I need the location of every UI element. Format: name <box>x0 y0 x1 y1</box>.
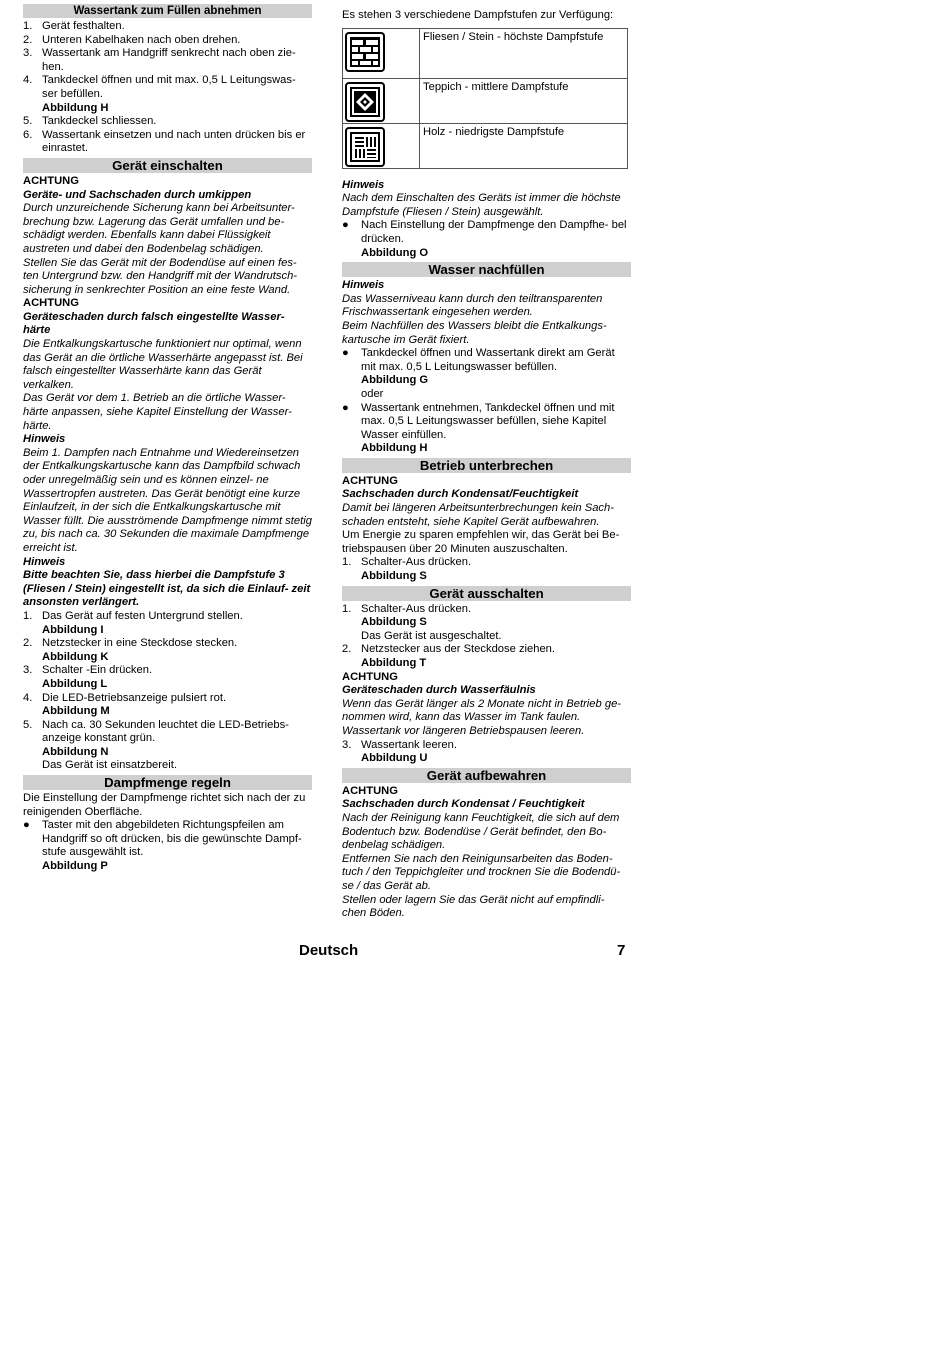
warning-title: Sachschaden durch Kondensat / Feuchtigkeit <box>342 798 585 811</box>
note-label: Hinweis <box>23 555 66 568</box>
figure-reference: Abbildung G <box>361 374 429 387</box>
warning-text: Nach der Reinigung kann Feuchtigkeit, die sich auf dem Bodentuch bzw. Bodendüse / Gerät befindet, den Bo- denbelag schädigen. <box>342 811 620 852</box>
section-heading: Wassertank zum Füllen abnehmen <box>23 4 312 18</box>
table-cell: Fliesen / Stein - höchste Dampfstufe <box>420 28 628 78</box>
table-cell <box>343 28 420 78</box>
section-heading: Betrieb unterbrechen <box>342 458 631 473</box>
warning-label: ACHTUNG <box>342 474 398 487</box>
left-column <box>23 4 312 874</box>
list-item: 1. Schalter-Aus drücken. <box>342 556 472 569</box>
list-item: ● Wassertank entnehmen, Tankdeckel öffnen und mit max. 0,5 L Leitungswasser befüllen, siehe Kapitel Wasser einfüllen. <box>342 401 615 441</box>
list-item: ● Nach Einstellung der Dampfmenge den Dampfhe- bel drücken. <box>342 219 627 245</box>
right-column <box>342 4 631 921</box>
table-cell <box>343 123 420 168</box>
figure-reference: Abbildung H <box>42 101 109 114</box>
warning-label: ACHTUNG <box>23 174 79 187</box>
list-item: 5. Tankdeckel schliessen. <box>23 115 157 128</box>
section-heading: Dampfmenge regeln <box>23 775 312 790</box>
warning-label: ACHTUNG <box>342 784 398 797</box>
footer-language: Deutsch <box>299 942 359 959</box>
figure-reference: Abbildung O <box>361 246 429 259</box>
list-item: ● Tankdeckel öffnen und Wassertank direkt am Gerät mit max. 0,5 L Leitungswasser befüllen. <box>342 347 615 373</box>
list-item: 6. Wassertank einsetzen und nach unten drücken bis er einrastet. <box>23 128 306 155</box>
step-result: Das Gerät ist ausgeschaltet. <box>361 629 502 642</box>
list-item: 4. Tankdeckel öffnen und mit max. 0,5 L Leitungswas- ser befüllen. <box>23 74 296 100</box>
note-text: Beim 1. Dampfen nach Entnahme und Wiedereinsetzen der Entkalkungskartusche kann das Dampfbild schwach oder unregelmäßig sein und es können einzel- ne Wassertropfen austreten. Das Gerät benötigt eine kurze Einlaufzeit, in der sich die Entkalkungskartusche mit Wasser füllt. Die ausströmende Dampfmenge nimmt stetig zu, bis nach ca. 30 Sekunden die maximale Dampfmenge erreicht ist. <box>23 446 312 554</box>
list-item: 3. Wassertank am Handgriff senkrecht nach oben zie- hen. <box>23 47 296 73</box>
figure-reference: Abbildung N <box>42 745 109 758</box>
tiles-stone-icon <box>345 32 385 72</box>
note-text: Das Wasserniveau kann durch den teiltransparenten Frischwassertank eingesehen werden. <box>342 292 603 319</box>
table-cell <box>343 78 420 123</box>
table-row <box>343 123 628 168</box>
section-heading: Gerät einschalten <box>23 158 312 173</box>
warning-title: Sachschaden durch Kondensat/Feuchtigkeit <box>342 488 579 501</box>
warning-text: Damit bei längeren Arbeitsunterbrechungen kein Sach- schaden entsteht, siehe Kapitel Gerät aufbewahren. <box>342 502 614 528</box>
warning-text: Durch unzureichende Sicherung kann bei Arbeitsunter- brechung bzw. Lagerung das Gerät umfallen und be- schädigt werden. Ebenfalls kann dabei Flüssigkeit austreten und dabei den Bodenbelag schädigen. <box>23 202 295 255</box>
warning-text: Wenn das Gerät länger als 2 Monate nicht in Betrieb ge- nommen wird, kann das Wasser im Tank faulen. <box>342 697 622 724</box>
list-item: 1. Schalter-Aus drücken. <box>342 602 472 615</box>
list-item: 2. Netzstecker aus der Steckdose ziehen. <box>342 643 556 656</box>
carpet-icon <box>345 82 385 122</box>
bullet-icon: ● <box>342 219 349 232</box>
list-item: 4. Die LED-Betriebsanzeige pulsiert rot. <box>23 691 227 704</box>
note-label: Hinweis <box>23 433 66 446</box>
list-item: 5. Nach ca. 30 Sekunden leuchtet die LED-Betriebs- anzeige konstant grün. <box>23 718 289 745</box>
note-label: Hinweis <box>342 279 385 292</box>
list-item: 2. Netzstecker in eine Steckdose stecken. <box>23 637 238 650</box>
warning-label: ACHTUNG <box>342 670 398 683</box>
body-text: oder <box>361 387 384 400</box>
note-text: Beim Nachfüllen des Wassers bleibt die Entkalkungs- kartusche im Gerät fixiert. <box>342 319 607 346</box>
wood-icon <box>345 127 385 167</box>
note-text: Bitte beachten Sie, dass hierbei die Dampfstufe 3 (Fliesen / Stein) eingestellt ist, da sich die Einlauf- zeit ansonsten verlängert. <box>23 569 311 609</box>
bullet-icon: ● <box>342 401 349 414</box>
section-heading: Wasser nachfüllen <box>342 262 631 277</box>
list-item: 3. Schalter -Ein drücken. <box>23 664 153 677</box>
table-cell: Teppich - mittlere Dampfstufe <box>420 78 628 123</box>
page-number: 7 <box>617 942 626 959</box>
section-heading: Gerät ausschalten <box>342 586 631 601</box>
note-text: Nach dem Einschalten des Geräts ist immer die höchste Dampfstufe (Fliesen / Stein) ausgewählt. <box>342 192 621 218</box>
warning-title: Geräteschaden durch falsch eingestellte Wasser- härte <box>23 310 285 337</box>
warning-text: Stellen Sie das Gerät mit der Bodendüse auf einen fes- ten Untergrund bzw. den Handgriff mit der Wandrutsch- sicherung in senkrechter Position an eine feste Wand. <box>23 256 298 296</box>
note-label: Hinweis <box>342 178 385 191</box>
figure-reference: Abbildung M <box>42 705 110 718</box>
body-text: Die Einstellung der Dampfmenge richtet sich nach der zu reinigenden Oberfläche. <box>23 792 306 818</box>
body-text: Um Energie zu sparen empfehlen wir, das Gerät bei Be- triebspausen über 20 Minuten auszuschalten. <box>342 529 620 555</box>
figure-reference: Abbildung S <box>361 570 427 583</box>
warning-text: Stellen oder lagern Sie das Gerät nicht auf empfindli- chen Böden. <box>342 893 605 920</box>
figure-reference: Abbildung L <box>42 677 108 690</box>
table-cell: Holz - niedrigste Dampfstufe <box>420 123 628 168</box>
figure-reference: Abbildung P <box>42 860 108 873</box>
figure-reference: Abbildung K <box>42 650 109 663</box>
step-result: Das Gerät ist einsatzbereit. <box>42 759 177 772</box>
figure-reference: Abbildung S <box>361 616 427 629</box>
steam-level-table <box>342 28 628 169</box>
bullet-icon: ● <box>23 819 30 832</box>
bullet-icon: ● <box>342 347 349 360</box>
list-item: ● Taster mit den abgebildeten Richtungspfeilen am Handgriff so oft drücken, bis die gewünschte Dampf- stufe ausgewählt ist. <box>23 819 302 859</box>
warning-label: ACHTUNG <box>23 297 79 310</box>
step-list <box>23 610 312 773</box>
body-text: Es stehen 3 verschiedene Dampfstufen zur Verfügung: <box>342 9 614 21</box>
warning-title: Geräte- und Sachschaden durch umkippen <box>23 188 252 201</box>
warning-text: Entfernen Sie nach den Reinigunsarbeiten das Boden- tuch / den Teppichgleiter und trocknen Sie die Bodendü- se / das Gerät ab. <box>342 852 621 892</box>
list-item: 1. Gerät festhalten. <box>23 20 125 32</box>
list-item: 1. Das Gerät auf festen Untergrund stellen. <box>23 609 243 622</box>
warning-text: Die Entkalkungskartusche funktioniert nur optimal, wenn das Gerät an die örtliche Wasserhärte angepasst ist. Bei falsch eingestellter Wasserhärte kann das Gerät verkalken. <box>23 338 303 391</box>
figure-reference: Abbildung H <box>361 442 428 455</box>
warning-title: Geräteschaden durch Wasserfäulnis <box>342 684 536 697</box>
list-item: 2. Unteren Kabelhaken nach oben drehen. <box>23 33 241 46</box>
figure-reference: Abbildung T <box>361 657 427 669</box>
list-item: 3. Wassertank leeren. <box>342 738 457 751</box>
figure-reference: Abbildung U <box>361 752 428 765</box>
warning-text: Das Gerät vor dem 1. Betrieb an die örtliche Wasser- härte anpassen, siehe Kapitel Einstellung der Wasser- härte. <box>23 392 292 432</box>
warning-text: Wassertank vor längeren Betriebspausen leeren. <box>342 724 585 737</box>
table-row <box>343 78 628 123</box>
section-heading: Gerät aufbewahren <box>342 768 631 783</box>
figure-reference: Abbildung I <box>42 623 104 636</box>
table-row <box>343 28 628 78</box>
step-list <box>23 20 312 156</box>
